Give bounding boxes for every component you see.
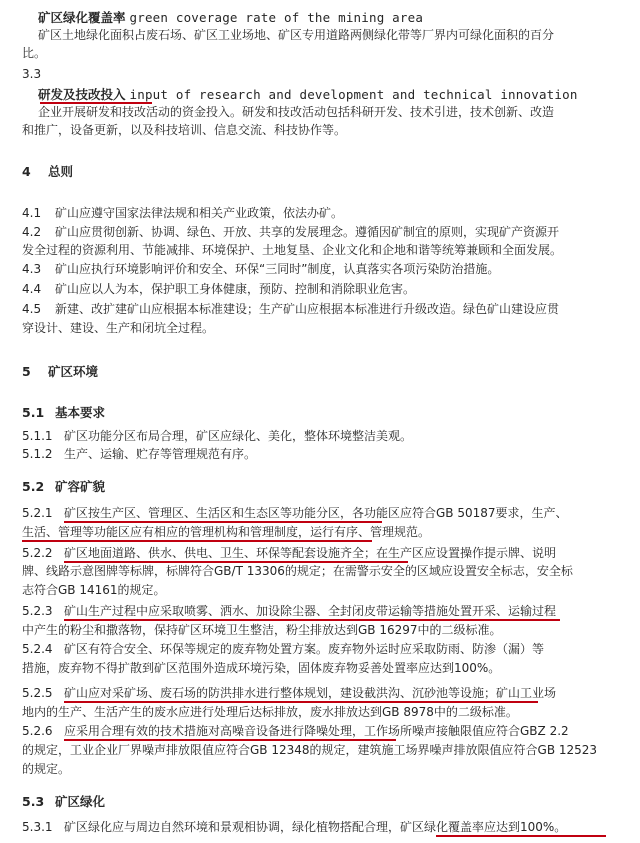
section-4-title: 总则 xyxy=(48,164,74,179)
term-3-2-def-line-1: 矿区土地绿化面积占废石场、矿区工业场地、矿区专用道路两侧绿化带等厂界内可绿化面积的百分 xyxy=(38,28,555,42)
clause-5-3-1: 5.3.1 矿区绿化应与周边自然环境和景观相协调，绿化植物搭配合理，矿区绿化覆盖率应达到100%。 xyxy=(22,820,567,834)
clause-5-2-6: 5.2.6 应采用合理有效的技术措施对高噪音设备进行降噪处理，工作场所噪声接触限值应符合GBZ 2.2 xyxy=(22,724,569,738)
clause-5-2-4: 5.2.4 矿区有符合安全、环保等规定的废弃物处置方案。废弃物外运时应采取防雨、防渗（漏）等 xyxy=(22,642,545,656)
clause-4-1: 4.1 矿山应遵守国家法律法规和相关产业政策，依法办矿。 xyxy=(22,206,344,220)
clause-5-2-5: 5.2.5 矿山应对采矿场、废石场的防洪排水进行整体规划，建设截洪沟、沉砂池等设施；矿山工业场 xyxy=(22,686,557,700)
clause-5-1-2: 5.1.2 生产、运输、贮存等管理规范有序。 xyxy=(22,447,257,461)
term-3-2-def-line-2: 比。 xyxy=(22,46,47,60)
clause-5-2-2: 5.2.2 矿区地面道路、供水、供电、卫生、环保等配套设施齐全；在生产区应设置操作提示牌、说明 xyxy=(22,546,557,560)
term-3-3-en: input of research and development and technical innovation xyxy=(129,87,578,102)
clause-5-2-3: 5.2.3 矿山生产过程中应采取喷雾、洒水、加设除尘器、全封闭皮带运输等措施处置开采、运输过程 xyxy=(22,604,557,618)
term-3-3-def-line-1: 企业开展研发和技改活动的资金投入。研发和技改活动包括科研开发、技术引进，技术创新、改造 xyxy=(38,105,555,119)
clause-5-1-1: 5.1.1 矿区功能分区布局合理，矿区应绿化、美化，整体环境整洁美观。 xyxy=(22,429,413,443)
clause-4-5: 4.5 新建、改扩建矿山应根据本标准建设；生产矿山应根据本标准进行升级改造。绿色矿山建设应贯 xyxy=(22,302,560,316)
term-3-3-def-line-2: 和推广，设备更新，以及科技培训、信息交流、科技协作等。 xyxy=(22,123,347,137)
term-3-3-heading xyxy=(38,85,578,103)
clause-5-2-1-line-2: 生活、管理等功能区应有相应的管理机构和管理制度，运行有序、管理规范。 xyxy=(22,525,431,539)
underline-5-2-1-b xyxy=(22,540,372,542)
underline-5-2-2 xyxy=(64,561,408,563)
clause-4-5-line-2: 穿设计、建设、生产和闭坑全过程。 xyxy=(22,321,215,335)
clause-5-2-2-line-3: 志符合GB 14161的规定。 xyxy=(22,583,166,597)
underline-5-2-6 xyxy=(64,739,396,741)
underline-5-2-1 xyxy=(64,521,382,523)
section-5-1-heading: 5.1 基本要求 xyxy=(22,405,106,420)
underline-5-3-1 xyxy=(436,835,606,837)
clause-5-2-4-line-2: 措施，废弃物不得扩散到矿区范围外造成环境污染，固体废弃物妥善处置率应达到100%。 xyxy=(22,661,501,675)
section-4-number: 4 xyxy=(22,164,31,179)
clause-4-3: 4.3 矿山应执行环境影响评价和安全、环保“三同时”制度，认真落实各项污染防治措施。 xyxy=(22,262,500,276)
clause-5-2-6-line-3: 的规定。 xyxy=(22,762,71,776)
section-5-title: 矿区环境 xyxy=(48,364,99,379)
section-5-2-heading: 5.2 矿容矿貌 xyxy=(22,479,106,494)
clause-4-4: 4.4 矿山应以人为本，保护职工身体健康，预防、控制和消除职业危害。 xyxy=(22,282,416,296)
underline-5-2-3 xyxy=(64,619,560,621)
clause-5-2-1: 5.2.1 矿区按生产区、管理区、生活区和生态区等功能分区，各功能区应符合GB 50187要求，生产、 xyxy=(22,506,568,520)
term-3-3-number: 3.3 xyxy=(22,67,42,81)
section-4-heading xyxy=(22,162,73,180)
section-5-3-heading: 5.3 矿区绿化 xyxy=(22,794,106,809)
section-5-number: 5 xyxy=(22,364,31,379)
term-3-2-cn: 矿区绿化覆盖率 xyxy=(38,10,126,25)
clause-5-2-3-line-2: 中产生的粉尘和撒落物，保持矿区环境卫生整洁，粉尘排放达到GB 16297中的二级标准。 xyxy=(22,623,502,637)
term-3-2-en: green coverage rate of the mining area xyxy=(129,10,424,25)
clause-4-2: 4.2 矿山应贯彻创新、协调、绿色、开放、共享的发展理念。遵循因矿制宜的原则，实现矿产资源开 xyxy=(22,225,560,239)
term-3-2-heading xyxy=(38,8,423,26)
underline-5-2-5 xyxy=(64,701,538,703)
term-3-3-cn: 研发及技改投入 xyxy=(38,87,126,102)
clause-5-2-2-line-2: 牌、线路示意图牌等标牌，标牌符合GB/T 13306的规定；在需警示安全的区域应设置安全标志，安全标 xyxy=(22,564,573,578)
clause-4-2-line-2: 发全过程的资源利用、节能减排、环境保护、土地复垦、企业文化和企地和谐等统筹兼顾和全面发展。 xyxy=(22,243,563,257)
clause-5-2-5-line-2: 地内的生产、生活产生的废水应进行处理后达标排放，废水排放达到GB 8978中的二级标准。 xyxy=(22,705,518,719)
section-5-heading xyxy=(22,362,98,380)
clause-5-2-6-line-2: 的规定，工业企业厂界噪声排放限值应符合GB 12348的规定，建筑施工场界噪声排放限值应符合GB 12523 xyxy=(22,743,598,757)
